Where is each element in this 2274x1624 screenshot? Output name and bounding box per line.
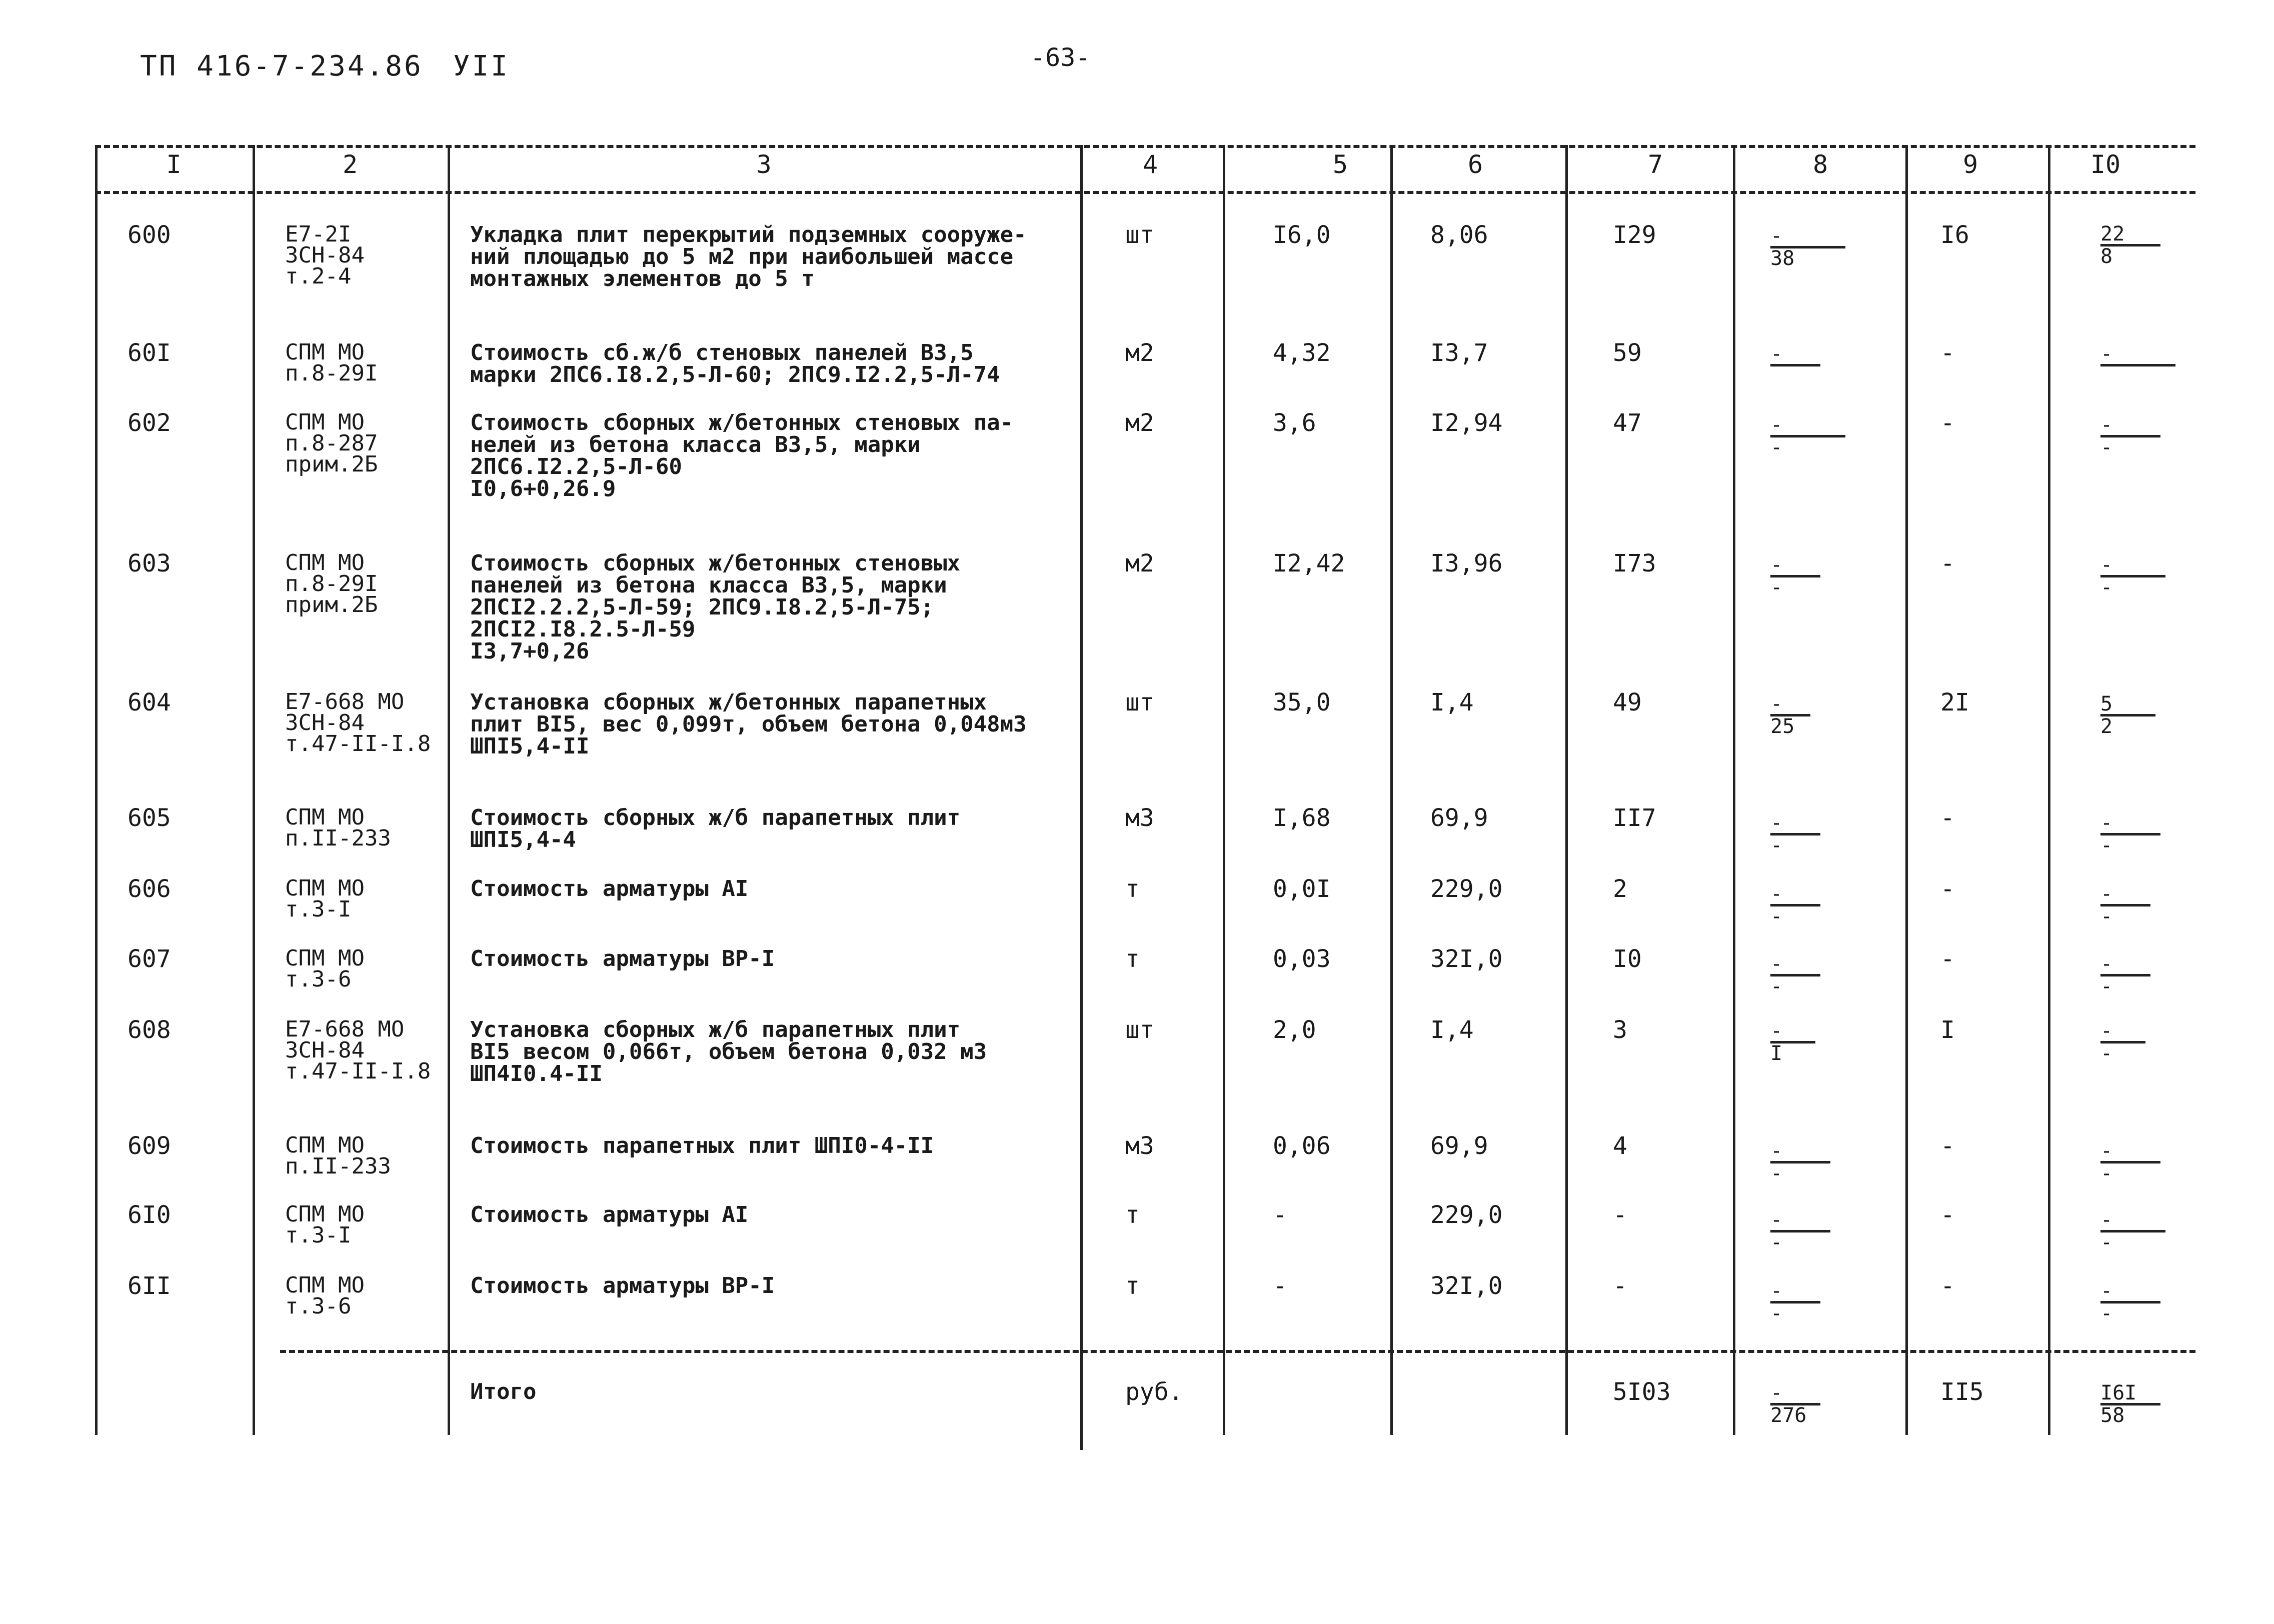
unit-price: 69,9 bbox=[1430, 1132, 1488, 1160]
col8-fraction bbox=[1770, 555, 1820, 598]
fraction-top: I6I bbox=[2100, 1382, 2137, 1404]
col10-fraction bbox=[2100, 954, 2150, 996]
column-rule bbox=[1905, 145, 1908, 1435]
header-bottom-rule bbox=[95, 191, 2195, 194]
section-mark: УII bbox=[453, 50, 510, 82]
col8-fraction bbox=[1770, 954, 1820, 996]
fraction-bottom: - bbox=[2100, 1161, 2160, 1184]
column-number: 6 bbox=[1467, 150, 1483, 179]
fraction-top: - bbox=[2100, 1020, 2113, 1042]
col10-fraction bbox=[2100, 415, 2160, 458]
total-cost: 2 bbox=[1613, 875, 1627, 903]
quantity: 2,0 bbox=[1273, 1016, 1316, 1044]
unit: т bbox=[1125, 1201, 1140, 1229]
unit-price: 8,06 bbox=[1430, 221, 1488, 249]
fraction-top: - bbox=[2100, 1140, 2113, 1162]
unit-price: I,4 bbox=[1430, 688, 1474, 716]
quantity: - bbox=[1273, 1272, 1287, 1300]
quantity: I2,42 bbox=[1273, 550, 1345, 578]
unit: м3 bbox=[1125, 804, 1154, 832]
total-col10-fraction bbox=[2100, 1383, 2160, 1426]
quantity: 35,0 bbox=[1273, 688, 1331, 716]
total-cost-sum: 5I03 bbox=[1613, 1378, 1671, 1406]
col8-fraction bbox=[1770, 813, 1820, 856]
total-cost: 4 bbox=[1613, 1132, 1627, 1160]
fraction-bottom: I bbox=[1770, 1041, 1815, 1064]
fraction-bottom: - bbox=[2100, 904, 2150, 926]
work-description: Стоимость парапетных плит ШПI0-4-II bbox=[470, 1133, 934, 1158]
fraction-top: - bbox=[2100, 812, 2113, 834]
col9-value: - bbox=[1940, 1272, 1955, 1300]
col10-fraction bbox=[2100, 344, 2175, 384]
col8-fraction bbox=[1770, 1281, 1820, 1324]
fraction-bottom: 25 bbox=[1770, 714, 1810, 736]
total-unit: руб. bbox=[1125, 1378, 1183, 1406]
work-description: Стоимость сборных ж/б парапетных плит ШПI5,4-4 bbox=[470, 805, 961, 852]
unit-price: I2,94 bbox=[1430, 409, 1503, 437]
row-number: 607 bbox=[128, 945, 171, 973]
unit: м2 bbox=[1125, 550, 1154, 578]
unit: т bbox=[1125, 945, 1140, 973]
fraction-bottom: - bbox=[2100, 833, 2160, 856]
column-number: 2 bbox=[342, 150, 358, 179]
col10-fraction bbox=[2100, 224, 2160, 266]
fraction-top: - bbox=[1770, 1208, 1783, 1232]
col10-fraction bbox=[2100, 1141, 2160, 1184]
col8-fraction bbox=[1770, 694, 1810, 736]
column-number: 7 bbox=[1647, 150, 1663, 179]
unit-price: 32I,0 bbox=[1430, 945, 1503, 973]
row-number: 603 bbox=[128, 550, 171, 578]
fraction-top: - bbox=[1770, 414, 1783, 436]
column-rule bbox=[2048, 145, 2050, 1435]
work-description: Стоимость сборных ж/бетонных стеновых па- нелей из бетона класса В3,5, марки 2ПС6.I2.2,5-Л-60 I0,6+0,26.9 bbox=[470, 410, 1014, 502]
column-number: I bbox=[166, 150, 182, 179]
fraction-top: 5 bbox=[2100, 692, 2113, 716]
work-description: Установка сборных ж/б парапетных плит ВI5 весом 0,066т, объем бетона 0,032 м3 ШП4I0.4-II bbox=[470, 1017, 987, 1086]
unit: шт bbox=[1125, 688, 1154, 716]
fraction-top: - bbox=[1770, 554, 1783, 576]
column-rule bbox=[1565, 145, 1568, 1435]
col9-value: - bbox=[1940, 804, 1955, 832]
fraction-bottom: - bbox=[1770, 435, 1845, 458]
fraction-top: - bbox=[2100, 1280, 2113, 1302]
fraction-bottom: - bbox=[2100, 974, 2150, 996]
total-top-rule bbox=[280, 1350, 2195, 1353]
fraction-top: 22 bbox=[2100, 222, 2125, 246]
unit-price: 229,0 bbox=[1430, 1201, 1503, 1229]
fraction-top: - bbox=[2100, 882, 2113, 906]
fraction-bottom: 276 bbox=[1770, 1403, 1820, 1426]
norm-code: СПМ МО п.II-233 bbox=[285, 1132, 391, 1179]
fraction-bottom: - bbox=[2100, 1301, 2160, 1324]
unit: шт bbox=[1125, 1016, 1154, 1044]
page-number: -63- bbox=[1030, 43, 1091, 72]
quantity: - bbox=[1273, 1201, 1287, 1229]
fraction-top: - bbox=[1770, 1020, 1783, 1042]
fraction-bottom bbox=[1770, 364, 1820, 384]
quantity: 0,0I bbox=[1273, 875, 1331, 903]
work-description: Стоимость сб.ж/б стеновых панелей В3,5 марки 2ПС6.I8.2,5-Л-60; 2ПС9.I2.2,5-Л-74 bbox=[470, 340, 1000, 388]
total-cost: I29 bbox=[1613, 221, 1656, 249]
col10-fraction bbox=[2100, 884, 2150, 926]
row-number: 600 bbox=[128, 221, 171, 249]
document-code bbox=[140, 50, 510, 82]
work-description: Стоимость арматуры АI bbox=[470, 876, 749, 902]
row-number: 606 bbox=[128, 875, 171, 903]
fraction-top: - bbox=[1770, 1382, 1783, 1404]
doc-code-text: ТП 416-7-234.86 bbox=[140, 50, 423, 82]
col9-value: - bbox=[1940, 1132, 1955, 1160]
col10-fraction bbox=[2100, 1210, 2165, 1252]
fraction-bottom: - bbox=[2100, 575, 2165, 598]
fraction-top: - bbox=[1770, 1140, 1783, 1162]
fraction-top: - bbox=[2100, 952, 2113, 976]
total-cost: I0 bbox=[1613, 945, 1642, 973]
column-number: 3 bbox=[756, 150, 772, 179]
row-number: 604 bbox=[128, 688, 171, 716]
fraction-top: - bbox=[1770, 812, 1783, 834]
unit-price: I,4 bbox=[1430, 1016, 1474, 1044]
work-description: Стоимость сборных ж/бетонных стеновых панелей из бетона класса В3,5, марки 2ПСI2.2.2,5-Л-59; 2ПС9.I8.2,5-Л-75; 2ПСI2.I8.2.5-Л-59 I3,7+0,26 bbox=[470, 550, 961, 664]
quantity: 0,06 bbox=[1273, 1132, 1331, 1160]
fraction-bottom: - bbox=[2100, 1230, 2165, 1252]
total-cost: 49 bbox=[1613, 688, 1642, 716]
row-number: 6I0 bbox=[128, 1201, 171, 1229]
column-number: 8 bbox=[1812, 150, 1828, 179]
quantity: 3,6 bbox=[1273, 409, 1316, 437]
col9-value: 2I bbox=[1940, 688, 1969, 716]
col9-value: - bbox=[1940, 945, 1955, 973]
fraction-top: - bbox=[1770, 692, 1783, 716]
fraction-top: - bbox=[2100, 554, 2113, 576]
fraction-bottom: - bbox=[2100, 1041, 2145, 1064]
quantity: 4,32 bbox=[1273, 339, 1331, 367]
work-description: Стоимость арматуры ВР-I bbox=[470, 946, 775, 972]
column-number: 4 bbox=[1142, 150, 1158, 179]
norm-code: СПМ МО п.II-233 bbox=[285, 804, 391, 851]
fraction-bottom: - bbox=[1770, 575, 1820, 598]
unit: т bbox=[1125, 875, 1140, 903]
quantity: I,68 bbox=[1273, 804, 1331, 832]
column-number: 5 bbox=[1332, 150, 1348, 179]
total-cost: 3 bbox=[1613, 1016, 1627, 1044]
norm-code: Е7-668 МО ЗСН-84 т.47-II-I.8 bbox=[285, 1016, 431, 1084]
fraction-top: - bbox=[1770, 1280, 1783, 1302]
unit: шт bbox=[1125, 221, 1154, 249]
fraction-bottom: - bbox=[1770, 1230, 1830, 1252]
column-number: 9 bbox=[1962, 150, 1978, 179]
row-number: 605 bbox=[128, 804, 171, 832]
work-description: Стоимость арматуры ВР-I bbox=[470, 1273, 775, 1298]
fraction-top: - bbox=[1770, 342, 1783, 366]
column-number: I0 bbox=[2090, 150, 2121, 179]
col8-fraction bbox=[1770, 1210, 1830, 1252]
col9-value: - bbox=[1940, 1201, 1955, 1229]
column-rule bbox=[1223, 145, 1225, 1435]
fraction-top: - bbox=[1770, 952, 1783, 976]
fraction-top: - bbox=[2100, 414, 2113, 436]
fraction-bottom: - bbox=[2100, 435, 2160, 458]
col9-value: - bbox=[1940, 339, 1955, 367]
unit-price: I3,96 bbox=[1430, 550, 1503, 578]
row-number: 60I bbox=[128, 339, 171, 367]
fraction-bottom bbox=[2100, 364, 2175, 384]
norm-code: СПМ МО т.3-I bbox=[285, 876, 365, 922]
col8-fraction bbox=[1770, 1021, 1815, 1064]
total-cost: I73 bbox=[1613, 550, 1656, 578]
norm-code: Е7-2I ЗСН-84 т.2-4 bbox=[285, 222, 365, 289]
total-label: Итого bbox=[470, 1379, 537, 1404]
unit-price: 229,0 bbox=[1430, 875, 1503, 903]
fraction-top: - bbox=[1770, 224, 1783, 248]
col9-value: - bbox=[1940, 409, 1955, 437]
col9-value: - bbox=[1940, 550, 1955, 578]
total-cost: - bbox=[1613, 1201, 1627, 1229]
fraction-bottom: 2 bbox=[2100, 714, 2155, 736]
column-rule bbox=[1733, 145, 1735, 1435]
norm-code: СПМ МО п.8-29I bbox=[285, 340, 378, 386]
col10-fraction bbox=[2100, 813, 2160, 856]
col10-fraction bbox=[2100, 555, 2165, 598]
norm-code: СПМ МО п.8-29I прим.2Б bbox=[285, 550, 378, 618]
unit: м2 bbox=[1125, 409, 1154, 437]
fraction-bottom: 8 bbox=[2100, 244, 2160, 266]
quantity: 0,03 bbox=[1273, 945, 1331, 973]
unit: т bbox=[1125, 1272, 1140, 1300]
fraction-bottom: - bbox=[1770, 1161, 1830, 1184]
col10-fraction bbox=[2100, 1021, 2145, 1064]
total-col9-value: II5 bbox=[1940, 1378, 1984, 1406]
unit-price: I3,7 bbox=[1430, 339, 1488, 367]
fraction-bottom: - bbox=[1770, 833, 1820, 856]
work-description: Установка сборных ж/бетонных парапетных плит ВI5, вес 0,099т, объем бетона 0,048м3 ШПI5,4-II bbox=[470, 690, 1027, 759]
col8-fraction bbox=[1770, 1141, 1830, 1184]
total-cost: II7 bbox=[1613, 804, 1656, 832]
fraction-top: - bbox=[1770, 882, 1783, 906]
norm-code: СПМ МО т.3-I bbox=[285, 1202, 365, 1248]
total-cost: - bbox=[1613, 1272, 1627, 1300]
col8-fraction bbox=[1770, 884, 1820, 926]
fraction-bottom: - bbox=[1770, 974, 1820, 996]
fraction-bottom: 38 bbox=[1770, 246, 1845, 268]
norm-code: СПМ МО т.3-6 bbox=[285, 1272, 365, 1319]
row-number: 609 bbox=[128, 1132, 171, 1160]
table-top-rule bbox=[95, 145, 2195, 148]
column-rule bbox=[1080, 145, 1083, 1450]
column-rule bbox=[1390, 145, 1393, 1435]
norm-code: СПМ МО т.3-6 bbox=[285, 946, 365, 992]
col9-value: - bbox=[1940, 875, 1955, 903]
fraction-top: - bbox=[2100, 1208, 2113, 1232]
unit-price: 69,9 bbox=[1430, 804, 1488, 832]
fraction-bottom: - bbox=[1770, 904, 1820, 926]
unit: м2 bbox=[1125, 339, 1154, 367]
column-rule bbox=[448, 145, 450, 1435]
total-cost: 47 bbox=[1613, 409, 1642, 437]
fraction-top: - bbox=[2100, 342, 2113, 366]
unit: м3 bbox=[1125, 1132, 1154, 1160]
norm-code: Е7-668 МО ЗСН-84 т.47-II-I.8 bbox=[285, 689, 431, 756]
row-number: 6II bbox=[128, 1272, 171, 1300]
col9-value: I6 bbox=[1940, 221, 1969, 249]
fraction-bottom: 58 bbox=[2100, 1403, 2160, 1426]
quantity: I6,0 bbox=[1273, 221, 1331, 249]
total-col8-fraction bbox=[1770, 1383, 1820, 1426]
row-number: 608 bbox=[128, 1016, 171, 1044]
column-rule bbox=[95, 145, 98, 1435]
col8-fraction bbox=[1770, 344, 1820, 384]
work-description: Укладка плит перекрытий подземных сооруже- ний площадью до 5 м2 при наибольшей массе монтажных элементов до 5 т bbox=[470, 222, 1027, 292]
unit-price: 32I,0 bbox=[1430, 1272, 1503, 1300]
work-description: Стоимость арматуры АI bbox=[470, 1202, 749, 1228]
col10-fraction bbox=[2100, 694, 2155, 736]
row-number: 602 bbox=[128, 409, 171, 437]
col10-fraction bbox=[2100, 1281, 2160, 1324]
fraction-bottom: - bbox=[1770, 1301, 1820, 1324]
column-rule bbox=[253, 145, 255, 1435]
col9-value: I bbox=[1940, 1016, 1955, 1044]
col8-fraction bbox=[1770, 226, 1845, 268]
total-cost: 59 bbox=[1613, 339, 1642, 367]
norm-code: СПМ МО п.8-287 прим.2Б bbox=[285, 410, 378, 477]
col8-fraction bbox=[1770, 415, 1845, 458]
